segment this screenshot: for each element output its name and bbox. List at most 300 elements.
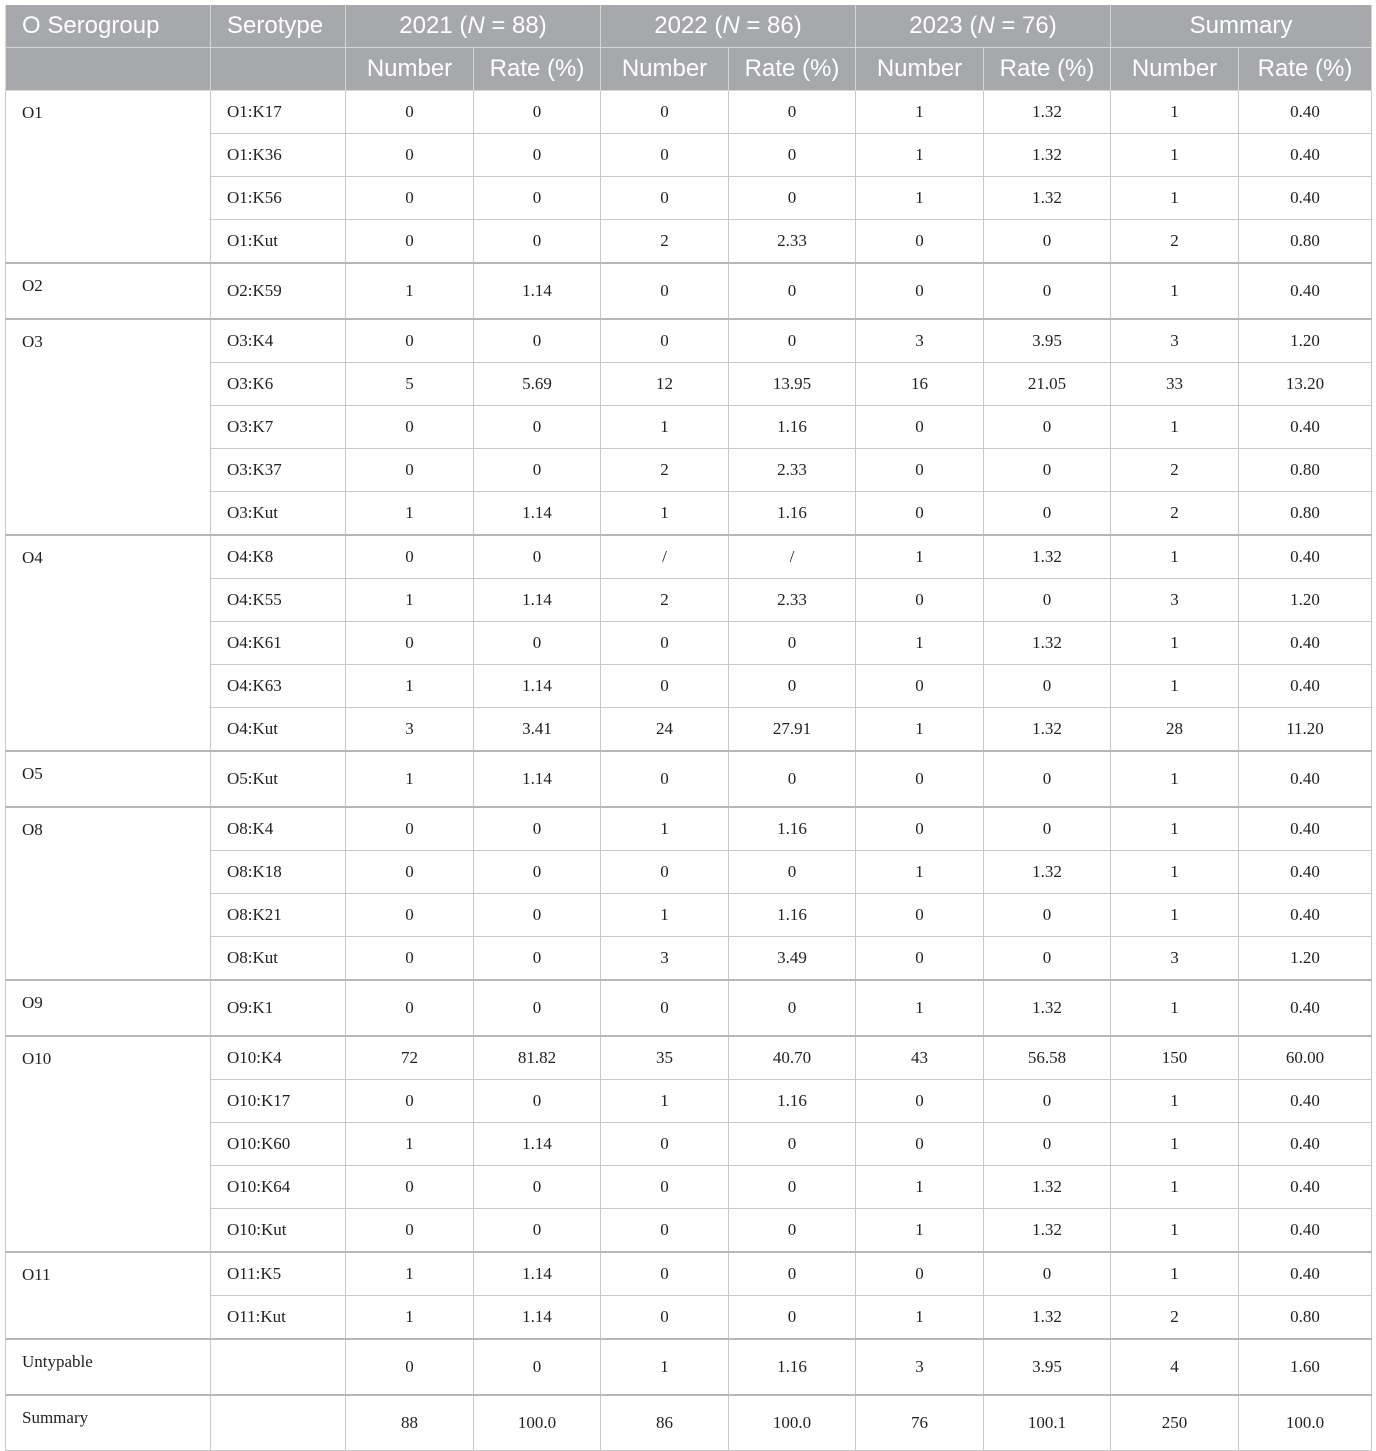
header-o-serogroup: O Serogroup xyxy=(6,5,211,48)
serogroup-cell: O2 xyxy=(6,263,211,319)
rate-2022-cell: 1.16 xyxy=(729,492,856,536)
rate-2021-cell: 0 xyxy=(474,535,601,579)
header-serotype: Serotype xyxy=(211,5,346,48)
header-rate-2021: Rate (%) xyxy=(474,48,601,91)
rate-2022-cell: 1.16 xyxy=(729,1339,856,1395)
serogroup-cell: Untypable xyxy=(6,1339,211,1395)
table-row xyxy=(6,894,1372,937)
serotype-cell: O4:K8 xyxy=(211,535,346,579)
rate-summary-cell: 11.20 xyxy=(1239,708,1372,752)
rate-2022-cell: 0 xyxy=(729,665,856,708)
number-2023-cell: 3 xyxy=(856,1339,984,1395)
rate-summary-cell: 0.40 xyxy=(1239,851,1372,894)
rate-2021-cell: 0 xyxy=(474,980,601,1036)
number-2022-cell: 0 xyxy=(601,1123,729,1166)
rate-2021-cell: 0 xyxy=(474,807,601,851)
number-summary-cell: 1 xyxy=(1111,622,1239,665)
number-2022-cell: 35 xyxy=(601,1036,729,1080)
rate-2021-cell: 1.14 xyxy=(474,751,601,807)
rate-2022-cell: 40.70 xyxy=(729,1036,856,1080)
number-2023-cell: 0 xyxy=(856,263,984,319)
table-row xyxy=(6,937,1372,981)
serotype-cell: O4:K63 xyxy=(211,665,346,708)
table-row xyxy=(6,363,1372,406)
rate-2021-cell: 1.14 xyxy=(474,665,601,708)
header-number-2021: Number xyxy=(346,48,474,91)
serogroup-cell: O5 xyxy=(6,751,211,807)
serogroup-cell: O1 xyxy=(6,91,211,264)
number-summary-cell: 2 xyxy=(1111,449,1239,492)
number-2021-cell: 0 xyxy=(346,449,474,492)
table-header xyxy=(6,5,1372,91)
rate-2023-cell: 0 xyxy=(984,1080,1111,1123)
rate-summary-cell: 0.40 xyxy=(1239,535,1372,579)
rate-2021-cell: 0 xyxy=(474,622,601,665)
serotype-cell: O1:Kut xyxy=(211,220,346,264)
number-2022-cell: 1 xyxy=(601,1339,729,1395)
number-2023-cell: 0 xyxy=(856,492,984,536)
rate-2022-cell: 0 xyxy=(729,1166,856,1209)
rate-2021-cell: 3.41 xyxy=(474,708,601,752)
number-2022-cell: 0 xyxy=(601,665,729,708)
serotype-cell: O5:Kut xyxy=(211,751,346,807)
rate-2022-cell: 0 xyxy=(729,177,856,220)
number-2023-cell: 1 xyxy=(856,622,984,665)
serotype-cell: O10:K64 xyxy=(211,1166,346,1209)
rate-2023-cell: 0 xyxy=(984,220,1111,264)
rate-summary-cell: 0.80 xyxy=(1239,492,1372,536)
table-row xyxy=(6,263,1372,319)
number-2023-cell: 0 xyxy=(856,894,984,937)
rate-2021-cell: 1.14 xyxy=(474,1252,601,1296)
number-2023-cell: 0 xyxy=(856,1080,984,1123)
rate-2022-cell: 13.95 xyxy=(729,363,856,406)
rate-2023-cell: 1.32 xyxy=(984,1296,1111,1340)
rate-2022-cell: 1.16 xyxy=(729,1080,856,1123)
serotype-cell: O3:K7 xyxy=(211,406,346,449)
rate-2021-cell: 5.69 xyxy=(474,363,601,406)
number-summary-cell: 3 xyxy=(1111,937,1239,981)
number-summary-cell: 2 xyxy=(1111,492,1239,536)
table-row xyxy=(6,134,1372,177)
rate-summary-cell: 1.20 xyxy=(1239,319,1372,363)
number-summary-cell: 1 xyxy=(1111,1209,1239,1253)
number-2022-cell: 0 xyxy=(601,1252,729,1296)
table-row xyxy=(6,807,1372,851)
rate-summary-cell: 0.40 xyxy=(1239,406,1372,449)
number-summary-cell: 1 xyxy=(1111,894,1239,937)
number-2023-cell: 0 xyxy=(856,1123,984,1166)
number-2023-cell: 1 xyxy=(856,91,984,134)
header-rate-2023: Rate (%) xyxy=(984,48,1111,91)
number-2022-cell: 1 xyxy=(601,807,729,851)
rate-2021-cell: 100.0 xyxy=(474,1395,601,1451)
serotype-cell: O1:K36 xyxy=(211,134,346,177)
rate-summary-cell: 0.40 xyxy=(1239,177,1372,220)
header-year-2023: 2023 (N = 76) xyxy=(856,5,1111,48)
rate-2022-cell: 0 xyxy=(729,134,856,177)
serogroup-cell: O11 xyxy=(6,1252,211,1339)
number-2022-cell: 0 xyxy=(601,851,729,894)
number-2023-cell: 1 xyxy=(856,177,984,220)
rate-2021-cell: 0 xyxy=(474,134,601,177)
rate-2021-cell: 0 xyxy=(474,406,601,449)
number-2021-cell: 0 xyxy=(346,91,474,134)
number-2021-cell: 0 xyxy=(346,937,474,981)
number-2021-cell: 0 xyxy=(346,1209,474,1253)
rate-2023-cell: 1.32 xyxy=(984,1166,1111,1209)
header-number-2023: Number xyxy=(856,48,984,91)
number-2022-cell: 0 xyxy=(601,1209,729,1253)
rate-summary-cell: 0.40 xyxy=(1239,134,1372,177)
number-2023-cell: 0 xyxy=(856,406,984,449)
number-2023-cell: 1 xyxy=(856,134,984,177)
number-2021-cell: 0 xyxy=(346,894,474,937)
number-2023-cell: 0 xyxy=(856,937,984,981)
serotype-cell: O10:Kut xyxy=(211,1209,346,1253)
number-2022-cell: 2 xyxy=(601,579,729,622)
number-summary-cell: 28 xyxy=(1111,708,1239,752)
rate-2023-cell: 3.95 xyxy=(984,319,1111,363)
table-row xyxy=(6,1209,1372,1253)
number-2022-cell: 0 xyxy=(601,319,729,363)
rate-summary-cell: 1.20 xyxy=(1239,579,1372,622)
serotype-cell: O10:K17 xyxy=(211,1080,346,1123)
number-2022-cell: 24 xyxy=(601,708,729,752)
number-2021-cell: 1 xyxy=(346,1296,474,1340)
rate-2021-cell: 0 xyxy=(474,1339,601,1395)
rate-2021-cell: 1.14 xyxy=(474,1296,601,1340)
number-2021-cell: 1 xyxy=(346,492,474,536)
number-2022-cell: 0 xyxy=(601,1166,729,1209)
rate-2023-cell: 0 xyxy=(984,665,1111,708)
rate-2021-cell: 0 xyxy=(474,1166,601,1209)
rate-2023-cell: 1.32 xyxy=(984,622,1111,665)
number-summary-cell: 1 xyxy=(1111,1252,1239,1296)
number-2021-cell: 0 xyxy=(346,1166,474,1209)
rate-2022-cell: 0 xyxy=(729,1252,856,1296)
number-2021-cell: 0 xyxy=(346,220,474,264)
rate-2022-cell: / xyxy=(729,535,856,579)
rate-summary-cell: 1.60 xyxy=(1239,1339,1372,1395)
number-2023-cell: 0 xyxy=(856,807,984,851)
rate-2021-cell: 0 xyxy=(474,449,601,492)
number-2022-cell: 3 xyxy=(601,937,729,981)
number-summary-cell: 1 xyxy=(1111,1166,1239,1209)
rate-2023-cell: 1.32 xyxy=(984,1209,1111,1253)
table-row xyxy=(6,1339,1372,1395)
number-2022-cell: 12 xyxy=(601,363,729,406)
rate-2022-cell: 0 xyxy=(729,1296,856,1340)
rate-summary-cell: 0.40 xyxy=(1239,91,1372,134)
rate-2023-cell: 1.32 xyxy=(984,708,1111,752)
serotype-cell: O10:K60 xyxy=(211,1123,346,1166)
number-2021-cell: 88 xyxy=(346,1395,474,1451)
number-2022-cell: 86 xyxy=(601,1395,729,1451)
table-body xyxy=(6,91,1372,1451)
table-row xyxy=(6,1252,1372,1296)
number-2022-cell: 0 xyxy=(601,91,729,134)
number-summary-cell: 1 xyxy=(1111,1080,1239,1123)
number-2021-cell: 3 xyxy=(346,708,474,752)
rate-2022-cell: 100.0 xyxy=(729,1395,856,1451)
rate-2023-cell: 0 xyxy=(984,492,1111,536)
serotype-cell: O3:K6 xyxy=(211,363,346,406)
rate-2022-cell: 0 xyxy=(729,319,856,363)
number-summary-cell: 2 xyxy=(1111,1296,1239,1340)
number-2022-cell: 1 xyxy=(601,894,729,937)
table-row xyxy=(6,177,1372,220)
serotype-cell: O11:Kut xyxy=(211,1296,346,1340)
number-2023-cell: 1 xyxy=(856,1166,984,1209)
header-summary: Summary xyxy=(1111,5,1372,48)
serogroup-cell: O8 xyxy=(6,807,211,980)
rate-2021-cell: 1.14 xyxy=(474,1123,601,1166)
number-2021-cell: 1 xyxy=(346,1123,474,1166)
serogroup-cell: O9 xyxy=(6,980,211,1036)
rate-2021-cell: 0 xyxy=(474,937,601,981)
serotype-cell: O8:K18 xyxy=(211,851,346,894)
number-2021-cell: 1 xyxy=(346,751,474,807)
table-row xyxy=(6,492,1372,536)
rate-2022-cell: 1.16 xyxy=(729,406,856,449)
rate-summary-cell: 0.40 xyxy=(1239,807,1372,851)
number-summary-cell: 1 xyxy=(1111,535,1239,579)
number-2021-cell: 72 xyxy=(346,1036,474,1080)
rate-2023-cell: 0 xyxy=(984,1252,1111,1296)
serotype-cell: O8:Kut xyxy=(211,937,346,981)
number-2021-cell: 1 xyxy=(346,1252,474,1296)
rate-summary-cell: 0.40 xyxy=(1239,1123,1372,1166)
serotype-cell: O8:K4 xyxy=(211,807,346,851)
serogroup-cell: O10 xyxy=(6,1036,211,1252)
number-2022-cell: / xyxy=(601,535,729,579)
serotype-cell: O1:K17 xyxy=(211,91,346,134)
table-row xyxy=(6,1395,1372,1451)
number-summary-cell: 1 xyxy=(1111,91,1239,134)
table-row xyxy=(6,1166,1372,1209)
number-2023-cell: 1 xyxy=(856,851,984,894)
number-2023-cell: 16 xyxy=(856,363,984,406)
number-2022-cell: 0 xyxy=(601,751,729,807)
table-row xyxy=(6,980,1372,1036)
rate-summary-cell: 0.80 xyxy=(1239,449,1372,492)
serotype-cell: O4:Kut xyxy=(211,708,346,752)
rate-2022-cell: 0 xyxy=(729,263,856,319)
rate-2021-cell: 0 xyxy=(474,319,601,363)
number-2021-cell: 0 xyxy=(346,1339,474,1395)
number-summary-cell: 1 xyxy=(1111,751,1239,807)
rate-2021-cell: 0 xyxy=(474,1209,601,1253)
table-row xyxy=(6,91,1372,134)
rate-2023-cell: 1.32 xyxy=(984,535,1111,579)
rate-2022-cell: 0 xyxy=(729,91,856,134)
rate-2022-cell: 0 xyxy=(729,980,856,1036)
number-2021-cell: 1 xyxy=(346,579,474,622)
number-2023-cell: 1 xyxy=(856,1209,984,1253)
rate-summary-cell: 1.20 xyxy=(1239,937,1372,981)
rate-2022-cell: 0 xyxy=(729,851,856,894)
number-2023-cell: 43 xyxy=(856,1036,984,1080)
number-2022-cell: 1 xyxy=(601,1080,729,1123)
serotype-cell: O4:K55 xyxy=(211,579,346,622)
rate-summary-cell: 13.20 xyxy=(1239,363,1372,406)
serogroup-cell: Summary xyxy=(6,1395,211,1451)
rate-2022-cell: 0 xyxy=(729,751,856,807)
rate-2022-cell: 27.91 xyxy=(729,708,856,752)
table-row xyxy=(6,1123,1372,1166)
header-year-2021: 2021 (N = 88) xyxy=(346,5,601,48)
number-2021-cell: 1 xyxy=(346,665,474,708)
table-row xyxy=(6,220,1372,264)
number-2022-cell: 0 xyxy=(601,263,729,319)
table-row xyxy=(6,579,1372,622)
table-row xyxy=(6,751,1372,807)
rate-2021-cell: 0 xyxy=(474,851,601,894)
serotype-cell: O3:K37 xyxy=(211,449,346,492)
rate-2022-cell: 0 xyxy=(729,1209,856,1253)
table-row xyxy=(6,665,1372,708)
number-2021-cell: 0 xyxy=(346,980,474,1036)
number-2021-cell: 0 xyxy=(346,134,474,177)
number-2021-cell: 0 xyxy=(346,319,474,363)
number-2022-cell: 0 xyxy=(601,134,729,177)
rate-2022-cell: 2.33 xyxy=(729,449,856,492)
rate-2022-cell: 1.16 xyxy=(729,807,856,851)
table-row xyxy=(6,1080,1372,1123)
number-2022-cell: 0 xyxy=(601,177,729,220)
rate-summary-cell: 100.0 xyxy=(1239,1395,1372,1451)
number-2021-cell: 0 xyxy=(346,535,474,579)
number-summary-cell: 33 xyxy=(1111,363,1239,406)
table-row xyxy=(6,622,1372,665)
rate-2022-cell: 0 xyxy=(729,622,856,665)
rate-summary-cell: 0.40 xyxy=(1239,751,1372,807)
number-2021-cell: 0 xyxy=(346,622,474,665)
rate-summary-cell: 0.40 xyxy=(1239,1080,1372,1123)
number-2023-cell: 1 xyxy=(856,980,984,1036)
number-2022-cell: 0 xyxy=(601,980,729,1036)
rate-2023-cell: 0 xyxy=(984,579,1111,622)
serotype-cell: O2:K59 xyxy=(211,263,346,319)
header-year-2022: 2022 (N = 86) xyxy=(601,5,856,48)
rate-summary-cell: 0.40 xyxy=(1239,263,1372,319)
number-summary-cell: 3 xyxy=(1111,319,1239,363)
number-summary-cell: 1 xyxy=(1111,263,1239,319)
number-summary-cell: 150 xyxy=(1111,1036,1239,1080)
rate-2023-cell: 0 xyxy=(984,807,1111,851)
number-2023-cell: 0 xyxy=(856,579,984,622)
number-summary-cell: 2 xyxy=(1111,220,1239,264)
rate-summary-cell: 0.40 xyxy=(1239,1252,1372,1296)
number-2023-cell: 3 xyxy=(856,319,984,363)
rate-summary-cell: 0.40 xyxy=(1239,622,1372,665)
rate-2023-cell: 100.1 xyxy=(984,1395,1111,1451)
serotype-cell: O10:K4 xyxy=(211,1036,346,1080)
serotype-cell xyxy=(211,1339,346,1395)
rate-2021-cell: 0 xyxy=(474,894,601,937)
header-number-summary: Number xyxy=(1111,48,1239,91)
number-2023-cell: 0 xyxy=(856,1252,984,1296)
number-2023-cell: 1 xyxy=(856,1296,984,1340)
number-summary-cell: 250 xyxy=(1111,1395,1239,1451)
serotype-cell: O3:K4 xyxy=(211,319,346,363)
number-2022-cell: 2 xyxy=(601,220,729,264)
number-2022-cell: 1 xyxy=(601,492,729,536)
rate-summary-cell: 0.80 xyxy=(1239,220,1372,264)
table-row xyxy=(6,406,1372,449)
number-2023-cell: 1 xyxy=(856,535,984,579)
rate-2023-cell: 3.95 xyxy=(984,1339,1111,1395)
number-summary-cell: 1 xyxy=(1111,851,1239,894)
serotype-table xyxy=(5,5,1372,1451)
number-2023-cell: 76 xyxy=(856,1395,984,1451)
table-row xyxy=(6,1036,1372,1080)
number-2021-cell: 0 xyxy=(346,807,474,851)
number-2023-cell: 0 xyxy=(856,751,984,807)
rate-summary-cell: 60.00 xyxy=(1239,1036,1372,1080)
rate-2023-cell: 1.32 xyxy=(984,851,1111,894)
rate-summary-cell: 0.40 xyxy=(1239,1209,1372,1253)
serogroup-cell: O4 xyxy=(6,535,211,751)
rate-2023-cell: 0 xyxy=(984,937,1111,981)
number-2022-cell: 0 xyxy=(601,1296,729,1340)
rate-2021-cell: 0 xyxy=(474,91,601,134)
serotype-cell xyxy=(211,1395,346,1451)
rate-2023-cell: 0 xyxy=(984,894,1111,937)
rate-2023-cell: 21.05 xyxy=(984,363,1111,406)
table-row xyxy=(6,1296,1372,1340)
number-summary-cell: 3 xyxy=(1111,579,1239,622)
number-2022-cell: 1 xyxy=(601,406,729,449)
rate-2023-cell: 0 xyxy=(984,751,1111,807)
number-2023-cell: 1 xyxy=(856,708,984,752)
table-row xyxy=(6,319,1372,363)
rate-2023-cell: 0 xyxy=(984,406,1111,449)
number-2023-cell: 0 xyxy=(856,220,984,264)
rate-2022-cell: 2.33 xyxy=(729,579,856,622)
serotype-cell: O1:K56 xyxy=(211,177,346,220)
rate-2021-cell: 0 xyxy=(474,220,601,264)
rate-2023-cell: 1.32 xyxy=(984,980,1111,1036)
number-2022-cell: 2 xyxy=(601,449,729,492)
rate-2023-cell: 56.58 xyxy=(984,1036,1111,1080)
number-summary-cell: 1 xyxy=(1111,134,1239,177)
number-summary-cell: 1 xyxy=(1111,807,1239,851)
number-2021-cell: 0 xyxy=(346,851,474,894)
header-number-2022: Number xyxy=(601,48,729,91)
rate-2023-cell: 0 xyxy=(984,1123,1111,1166)
serotype-cell: O3:Kut xyxy=(211,492,346,536)
rate-2023-cell: 1.32 xyxy=(984,134,1111,177)
number-summary-cell: 1 xyxy=(1111,406,1239,449)
number-2022-cell: 0 xyxy=(601,622,729,665)
rate-summary-cell: 0.40 xyxy=(1239,980,1372,1036)
number-2021-cell: 0 xyxy=(346,1080,474,1123)
number-2023-cell: 0 xyxy=(856,449,984,492)
rate-2021-cell: 1.14 xyxy=(474,579,601,622)
header-blank-serotype xyxy=(211,48,346,91)
header-blank-group xyxy=(6,48,211,91)
number-summary-cell: 1 xyxy=(1111,665,1239,708)
rate-2022-cell: 1.16 xyxy=(729,894,856,937)
header-rate-2022: Rate (%) xyxy=(729,48,856,91)
number-summary-cell: 4 xyxy=(1111,1339,1239,1395)
number-2023-cell: 0 xyxy=(856,665,984,708)
rate-2023-cell: 1.32 xyxy=(984,177,1111,220)
serotype-cell: O4:K61 xyxy=(211,622,346,665)
rate-2021-cell: 0 xyxy=(474,177,601,220)
